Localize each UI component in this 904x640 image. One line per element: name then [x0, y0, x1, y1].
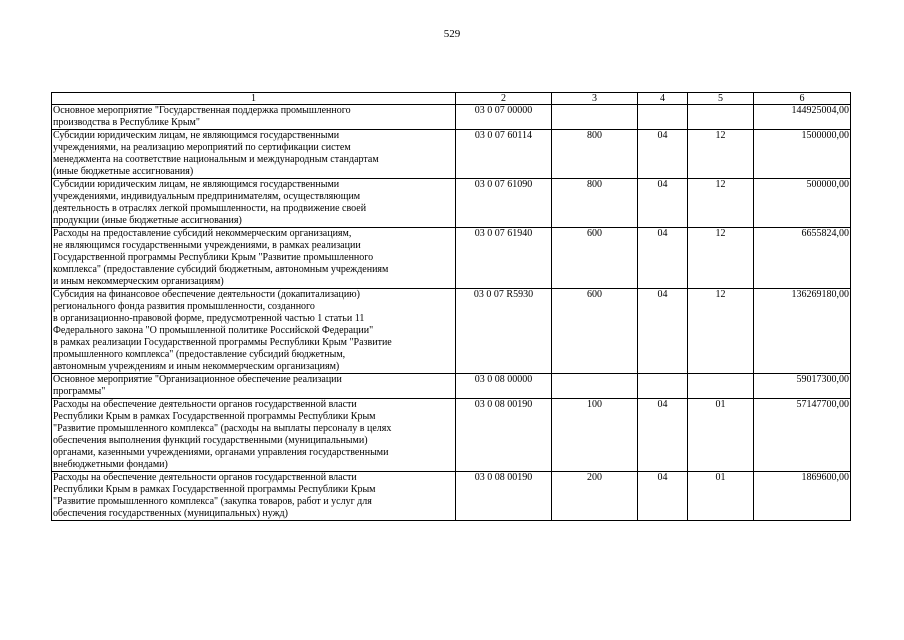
row-expense-type: 800	[552, 179, 638, 228]
row-target-code: 03 0 07 61090	[456, 179, 552, 228]
row-expense-type: 200	[552, 472, 638, 521]
column-header-subsection: 5	[688, 93, 754, 105]
row-amount: 500000,00	[754, 179, 851, 228]
row-section	[638, 105, 688, 130]
row-subsection	[688, 105, 754, 130]
column-header-section: 4	[638, 93, 688, 105]
row-subsection	[688, 374, 754, 399]
row-expense-type: 100	[552, 399, 638, 472]
row-amount: 136269180,00	[754, 289, 851, 374]
row-target-code: 03 0 08 00190	[456, 472, 552, 521]
table-row	[52, 399, 851, 472]
row-expense-type: 600	[552, 289, 638, 374]
row-target-code: 03 0 08 00190	[456, 399, 552, 472]
row-subsection: 01	[688, 399, 754, 472]
row-name: Субсидии юридическим лицам, не являющимся государственными учреждениями, на реализацию мероприятий по сертификации систем менеджмента на соответствие национальным и международным стандартам (иные бюджетные ассигнования)	[52, 130, 456, 179]
column-header-expense-type: 3	[552, 93, 638, 105]
row-name: Расходы на обеспечение деятельности органов государственной власти Республики Крым в рамках Государственной программы Республики Крым "Развитие промышленного комплекса" (расходы на выплаты персоналу в целях обеспечения выполнения функций государственными (муниципальными) органами, казенными учреждениями, органами управления государственными внебюджетными фондами)	[52, 399, 456, 472]
row-target-code: 03 0 07 60114	[456, 130, 552, 179]
row-subsection: 12	[688, 179, 754, 228]
row-amount: 57147700,00	[754, 399, 851, 472]
row-subsection: 12	[688, 228, 754, 289]
row-name: Расходы на обеспечение деятельности органов государственной власти Республики Крым в рамках Государственной программы Республики Крым "Развитие промышленного комплекса" (закупка товаров, работ и услуг для обеспечения государственных (муниципальных) нужд)	[52, 472, 456, 521]
page-number: 529	[443, 28, 461, 40]
row-subsection: 12	[688, 289, 754, 374]
row-target-code: 03 0 07 00000	[456, 105, 552, 130]
row-expense-type: 600	[552, 228, 638, 289]
row-section	[638, 374, 688, 399]
row-amount: 6655824,00	[754, 228, 851, 289]
row-amount: 144925004,00	[754, 105, 851, 130]
table-row	[52, 228, 851, 289]
row-name: Основное мероприятие "Организационное обеспечение реализации программы"	[52, 374, 456, 399]
table-row	[52, 289, 851, 374]
row-subsection: 01	[688, 472, 754, 521]
row-section: 04	[638, 472, 688, 521]
column-header-code: 2	[456, 93, 552, 105]
row-expense-type: 800	[552, 130, 638, 179]
row-subsection: 12	[688, 130, 754, 179]
row-name: Расходы на предоставление субсидий некоммерческим организациям, не являющимся государственными учреждениями, в рамках реализации Государственной программы Республики Крым "Развитие промышленного комплекса" (предоставление субсидий бюджетным, автономным учреждениям и иным некоммерческим организациям)	[52, 228, 456, 289]
row-expense-type	[552, 374, 638, 399]
row-section: 04	[638, 130, 688, 179]
table-row	[52, 472, 851, 521]
row-section: 04	[638, 228, 688, 289]
table-header	[52, 93, 851, 105]
table-row	[52, 179, 851, 228]
row-amount: 1869600,00	[754, 472, 851, 521]
table-body	[52, 105, 851, 521]
table-row	[52, 130, 851, 179]
header-row	[52, 93, 851, 105]
budget-table	[51, 92, 851, 521]
row-target-code: 03 0 07 61940	[456, 228, 552, 289]
row-section: 04	[638, 289, 688, 374]
row-section: 04	[638, 399, 688, 472]
row-section: 04	[638, 179, 688, 228]
row-expense-type	[552, 105, 638, 130]
row-amount: 1500000,00	[754, 130, 851, 179]
row-target-code: 03 0 07 R5930	[456, 289, 552, 374]
row-name: Субсидия на финансовое обеспечение деятельности (докапитализацию) регионального фонда развития промышленности, созданного в организационно-правовой форме, предусмотренной частью 1 статьи 11 Федерального закона "О промышленной политике Российской Федерации" в рамках реализации Государственной программы Республики Крым "Развитие промышленного комплекса" (предоставление субсидий бюджетным, автономным учреждениям и иным некоммерческим организациям)	[52, 289, 456, 374]
row-name: Основное мероприятие "Государственная поддержка промышленного производства в Республике Крым"	[52, 105, 456, 130]
column-header-amount: 6	[754, 93, 851, 105]
row-name: Субсидии юридическим лицам, не являющимся государственными учреждениями, индивидуальным предпринимателям, осуществляющим деятельность в отраслях легкой промышленности, на продвижение своей продукции (иные бюджетные ассигнования)	[52, 179, 456, 228]
table-row	[52, 374, 851, 399]
column-header-name: 1	[52, 93, 456, 105]
table-row	[52, 105, 851, 130]
row-amount: 59017300,00	[754, 374, 851, 399]
row-target-code: 03 0 08 00000	[456, 374, 552, 399]
